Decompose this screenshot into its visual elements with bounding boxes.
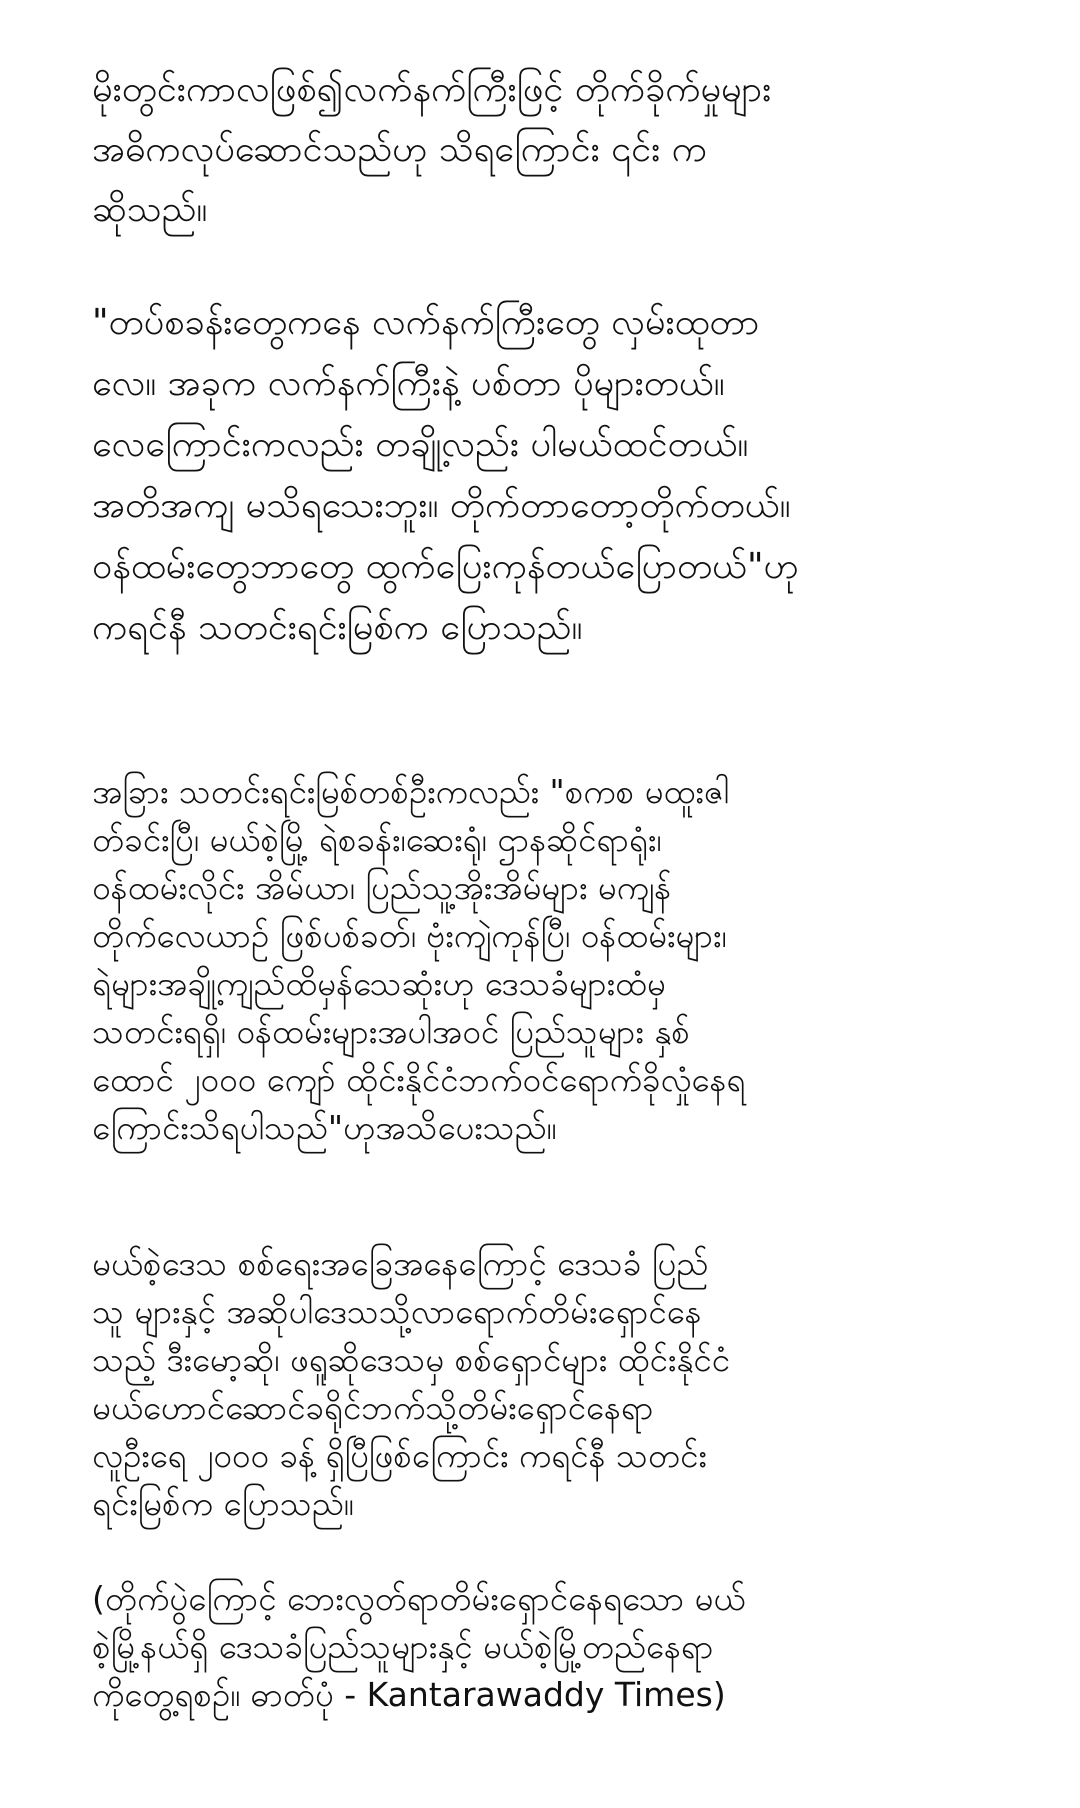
paragraph-4 — [92, 1240, 1012, 1528]
text-line: လူဦးရေ ၂၀၀၀ ခန့် ရှိပြီဖြစ်ကြောင်း ကရင်နီ သတင်း — [92, 1436, 707, 1475]
text-line: မိုးတွင်းကာလဖြစ်၍လက်နက်ကြီးဖြင့် တိုက်ခိုက်မှုများ — [92, 69, 772, 110]
text-line: မယ်စဲ့ဒေသ စစ်ရေးအခြေအနေကြောင့် ဒေသခံ ပြည် — [92, 1244, 709, 1283]
text-line: ကြောင်းသိရပါသည်"ဟုအသိပေးသည်။ — [92, 1108, 557, 1147]
paragraph-1 — [92, 60, 1012, 240]
text-line: အဓိကလုပ်ဆောင်သည်ဟု သိရကြောင်း ၎င်း က — [92, 129, 707, 170]
text-line: လေကြောင်းကလည်း တချို့လည်း ပါမယ်ထင်တယ်။ — [92, 424, 749, 465]
text-line: ဆိုသည်။ — [92, 189, 208, 230]
text-line: တိုက်လေယာဉ် ဖြစ်ပစ်ခတ်၊ ဗုံးကျဲကုန်ပြီ၊ ဝန်ထမ်းများ၊ — [92, 916, 727, 955]
photo-caption — [92, 1575, 1012, 1719]
text-line: ရင်းမြစ်က ပြောသည်။ — [92, 1484, 354, 1523]
text-line: (တိုက်ပွဲကြောင့် ဘေးလွတ်ရာတိမ်းရှောင်နေရသော မယ် — [92, 1579, 746, 1618]
text-line: ရဲများအချို့ကျည်ထိမှန်သေဆုံးဟု ဒေသခံများထံမှ — [92, 964, 666, 1003]
text-line: အတိအကျ မသိရသေးဘူး။ တိုက်တာတော့တိုက်တယ်။ — [92, 485, 791, 526]
text-line: စဲ့မြို့နယ်ရှိ ဒေသခံပြည်သူများနှင့် မယ်စဲ့မြို့တည်နေရာ — [92, 1627, 714, 1666]
text-line: ဝန်ထမ်းလိုင်း အိမ်ယာ၊ ပြည်သူ့အိုးအိမ်များ မကျန် — [92, 868, 672, 907]
text-line: လေ။ အခုက လက်နက်ကြီးနဲ့ ပစ်တာ ပိုများတယ်။ — [92, 363, 725, 404]
text-line: ကရင်နီ သတင်းရင်းမြစ်က ပြောသည်။ — [92, 607, 583, 648]
text-line: သူ များနှင့် အဆိုပါဒေသသို့လာရောက်တိမ်းရှောင်နေ — [92, 1292, 702, 1331]
text-line: အခြား သတင်းရင်းမြစ်တစ်ဦးကလည်း "စကစ မထူးဇါ — [92, 772, 730, 811]
text-line: ထောင် ၂၀၀၀ ကျော် ထိုင်းနိုင်ငံဘက်ဝင်ရောက်ခိုလှုံနေရ — [92, 1060, 746, 1099]
text-line: သတင်းရရှိ၊ ဝန်ထမ်းများအပါအဝင် ပြည်သူများ နှစ် — [92, 1012, 690, 1051]
text-line: မယ်ဟောင်ဆောင်ခရိုင်ဘက်သို့တိမ်းရှောင်နေရာ — [92, 1388, 654, 1427]
paragraph-3 — [92, 768, 1012, 1152]
text-line: ဝန်ထမ်းတွေဘာတွေ ထွက်ပြေးကုန်တယ်ပြောတယ်"ဟု — [92, 546, 799, 587]
text-line: တ်ခင်းပြီ၊ မယ်စဲ့မြို့ ရဲစခန်း၊ဆေးရုံ၊ ဌာနဆိုင်ရာရုံး၊ — [92, 820, 662, 859]
paragraph-2-quote — [92, 292, 1012, 658]
text-line: "တပ်စခန်းတွေကနေ လက်နက်ကြီးတွေ လှမ်းထုတာ — [92, 302, 760, 343]
text-line: သည့် ဒီးမော့ဆို၊ ဖရူဆိုဒေသမှ စစ်ရှောင်များ ထိုင်းနိုင်ငံ — [92, 1340, 730, 1379]
text-line: ကိုတွေ့ရစဥ်။ ဓာတ်ပုံ - Kantarawaddy Times) — [92, 1675, 726, 1714]
